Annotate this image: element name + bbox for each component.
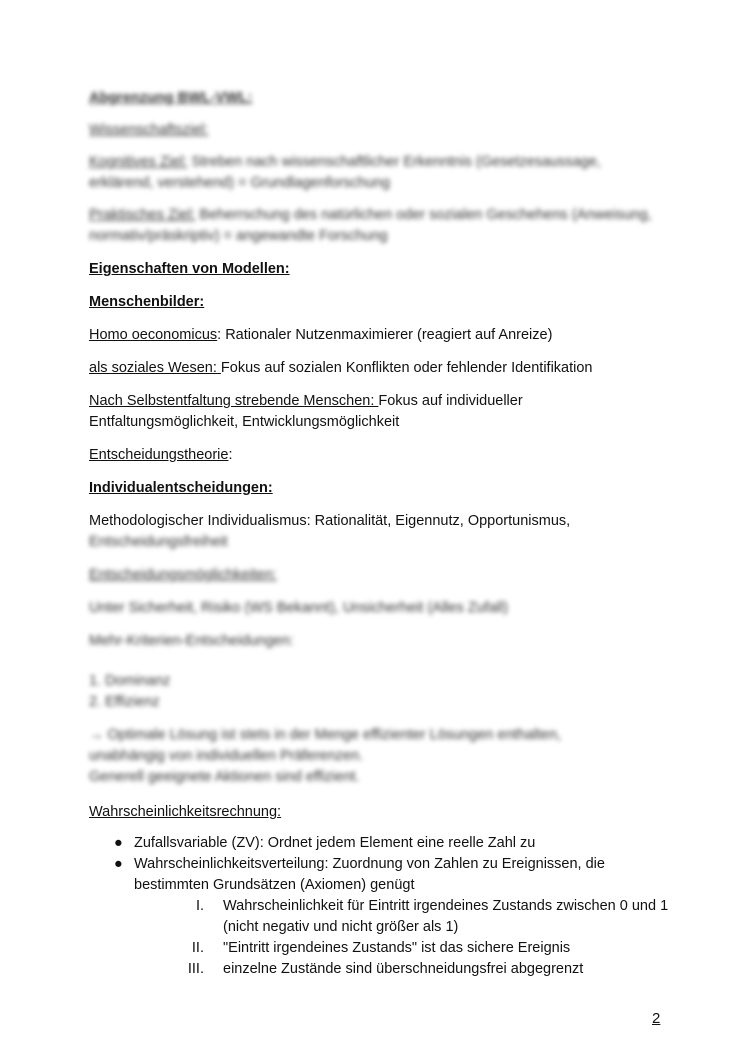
blurred-kognitiv-text: Streben nach wissenschaftlicher Erkenntnis (Gesetzesaussage, erklärend, verstehend) = Grundlagenforschung xyxy=(89,154,601,191)
entscheidungstheorie-line xyxy=(89,445,669,466)
document-page xyxy=(89,88,669,980)
blurred-list-item-1: 1. Dominanz xyxy=(89,673,171,689)
roman-numeral: I. xyxy=(195,898,204,914)
list-item-text: "Eintritt irgendeines Zustands" ist das sichere Ereignis xyxy=(223,940,571,956)
homo-label: Homo oeconomicus xyxy=(89,327,218,343)
list-item-text: Zufallsvariable (ZV): Ordnet jedem Element eine reelle Zahl zu xyxy=(134,835,536,851)
blurred-section-heading: Wissenschaftsziel: xyxy=(89,122,209,138)
list-item-text: Wahrscheinlichkeitsverteilung: Zuordnung von Zahlen zu Ereignissen, die bestimmten Grundsätzen (Axiomen) genügt xyxy=(134,856,605,893)
blurred-title: Abgrenzung BWL-VWL: xyxy=(89,90,253,106)
blurred-arrow-line-3: Generell geeignete Aktionen sind effizient. xyxy=(89,769,360,785)
homo-text: : Rationaler Nutzenmaximierer (reagiert auf Anreize) xyxy=(217,327,553,343)
homo-oeconomicus-paragraph xyxy=(89,325,669,346)
sozial-text: Fokus auf sozialen Konflikten oder fehlender Identifikation xyxy=(220,360,593,376)
list-item-text: einzelne Zustände sind überschneidungsfrei abgegrenzt xyxy=(223,961,584,977)
blurred-praktisch-label: Praktisches Ziel: xyxy=(89,207,196,223)
blurred-arrow-line-1: → Optimale Lösung ist stets in der Menge effizienter Lösungen enthalten, xyxy=(89,727,562,743)
blurred-praktisch-text: Beherrschung des natürlichen oder sozialen Geschehens (Anweisung, normativ/präskriptiv) = angewandte Forschung xyxy=(89,207,652,244)
list-item xyxy=(89,959,669,980)
blurred-mehr-kriterien: Mehr-Kriterien-Entscheidungen: xyxy=(89,633,294,649)
blurred-list-item-2: 2. Effizienz xyxy=(89,694,160,710)
selbst-text: Fokus auf individueller Entfaltungsmöglichkeit, Entwicklungsmöglichkeit xyxy=(89,393,523,430)
bullet-list xyxy=(89,833,669,896)
list-item-text: Wahrscheinlichkeit für Eintritt irgendeines Zustands zwischen 0 und 1 (nicht negativ und nicht größer als 1) xyxy=(223,898,669,935)
heading-individualentscheidungen: Individualentscheidungen: xyxy=(89,480,273,496)
page-number: 2 xyxy=(652,1010,661,1027)
blurred-praktisch-paragraph xyxy=(89,205,669,247)
bullet-icon: ● xyxy=(114,856,123,872)
list-item xyxy=(89,833,669,854)
list-item xyxy=(89,938,669,959)
blurred-moeglichkeiten: Entscheidungsmöglichkeiten: xyxy=(89,567,277,583)
roman-numeral: II. xyxy=(191,940,204,956)
selbstentfaltung-paragraph xyxy=(89,391,669,433)
list-item xyxy=(89,854,669,896)
roman-numeral: III. xyxy=(187,961,204,977)
heading-modelle: Eigenschaften von Modellen: xyxy=(89,261,290,277)
bullet-icon: ● xyxy=(114,835,123,851)
entscheidungstheorie-label: Entscheidungstheorie xyxy=(89,447,229,463)
blurred-arrow-line-2: unabhängig von individuellen Präferenzen. xyxy=(89,748,364,764)
blurred-entscheidungsfreiheit: Entscheidungsfreiheit xyxy=(89,534,228,550)
blurred-kognitiv-paragraph xyxy=(89,152,669,194)
roman-list xyxy=(89,896,669,980)
entscheidungstheorie-colon: : xyxy=(228,447,233,463)
blurred-sicherheit: Unter Sicherheit, Risiko (WS Bekannt), Unsicherheit (Alles Zufall) xyxy=(89,600,509,616)
selbst-label: Nach Selbstentfaltung strebende Menschen: xyxy=(89,393,379,409)
heading-wahrscheinlichkeitsrechnung: Wahrscheinlichkeitsrechnung: xyxy=(89,804,282,820)
soziales-wesen-paragraph xyxy=(89,358,669,379)
methodologisch-paragraph: Methodologischer Individualismus: Rationalität, Eigennutz, Opportunismus, xyxy=(89,513,571,529)
blurred-kognitiv-label: Kognitives Ziel: xyxy=(89,154,188,170)
list-item xyxy=(89,896,669,938)
sozial-label: als soziales Wesen: xyxy=(89,360,221,376)
heading-menschenbilder: Menschenbilder: xyxy=(89,294,205,310)
